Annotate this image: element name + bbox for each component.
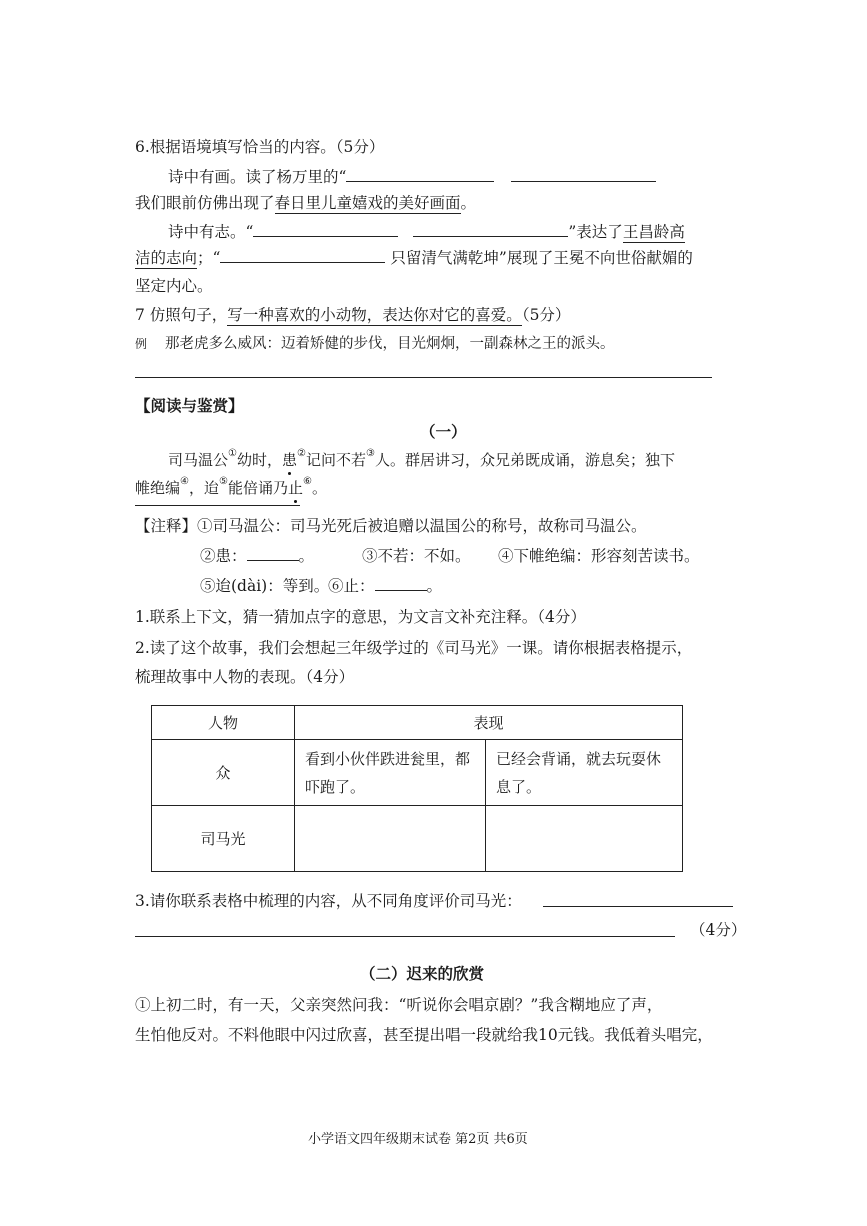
note-ref-4: ④: [180, 476, 189, 487]
q6-line2: [135, 193, 476, 213]
header-person: 人物: [152, 706, 295, 740]
blank-poem-2[interactable]: [511, 167, 656, 182]
q6-line4-sep: ；“: [197, 249, 221, 267]
blank-poem-3[interactable]: [253, 222, 398, 237]
notes-label: 【注释】: [135, 517, 198, 535]
dotted-word-huan: 患: [282, 451, 298, 469]
notes-line2: [200, 546, 314, 566]
performance-table: [151, 705, 683, 872]
question-1: 1.联系上下文，猜一猜加点字的意思，为文言文补充注释。（4分）: [135, 608, 586, 626]
q6-underlined-name: 王昌龄高: [622, 223, 685, 241]
q6-line4-text: 只留清气满乾坤”展现了王冕不向世俗献媚的: [390, 249, 693, 267]
cell-crowd-2: 已经会背诵，就去玩耍休息了。: [486, 740, 683, 806]
p1-text-g: 能倍诵乃: [227, 479, 288, 497]
notes-line3b: [328, 576, 442, 596]
q3-score: （4分）: [690, 921, 747, 939]
cell-simaguang-1[interactable]: [295, 806, 486, 872]
q7-answer-line[interactable]: [135, 377, 712, 378]
notes-line1: [135, 516, 647, 536]
passage1-heading: （一）: [420, 422, 467, 441]
header-performance: 表现: [295, 706, 683, 740]
note-2: ②患：: [200, 547, 247, 565]
dotted-word-zhi: 止: [287, 479, 303, 497]
q7-instruction: 写一种喜欢的小动物，表达你对它的喜爱。: [227, 306, 522, 324]
p1-text-b: 幼时，: [236, 451, 282, 469]
row-label-simaguang: 司马光: [152, 806, 295, 872]
q6-line4: [135, 248, 693, 268]
q7-example: [135, 334, 615, 354]
passage2-line2: 生怕他反对。不料他眼中闪过欣喜，甚至提出唱一段就给我10元钱。我低着头唱完，: [135, 1026, 713, 1044]
p1-text-c: 记问不若: [305, 451, 366, 469]
blank-poem-4[interactable]: [413, 222, 568, 237]
note-ref-5: ⑤: [219, 476, 228, 487]
table-row: [152, 806, 683, 872]
q6-underlined-phrase: 春日里儿童嬉戏的美好画面: [274, 194, 461, 212]
note-6: ⑥止：: [328, 577, 375, 595]
q6-title: 6.根据语境填写恰当的内容。（5分）: [135, 138, 385, 156]
blank-poem-5[interactable]: [220, 248, 385, 263]
q6-line2-end: 。: [460, 194, 477, 212]
q3-answer-line-1[interactable]: [543, 906, 733, 907]
notes-divider: [135, 505, 300, 506]
note-4: ④下帷绝编：形容刻苦读书。: [498, 547, 700, 565]
q6-line1: [168, 167, 656, 187]
question-3: 3.请你联系表格中梳理的内容，从不同角度评价司马光：: [135, 892, 522, 910]
q7-score: （5分）: [521, 306, 571, 324]
note-5: ⑤迨(dài)：等到。: [200, 577, 330, 595]
q3-answer-line-2[interactable]: [135, 936, 675, 937]
q7-prefix: 7 仿照句子，: [135, 306, 228, 324]
blank-note-2[interactable]: [247, 546, 299, 561]
q6-line3-mid: ”表达了: [568, 223, 623, 241]
q6-line2-text: 我们眼前仿佛出现了: [135, 194, 275, 212]
question-2-line1: 2.读了这个故事，我们会想起三年级学过的《司马光》一课。请你根据表格提示，: [135, 639, 693, 657]
p1-text-d: 人。群居讲习，众兄弟既成诵，游息矣；独下: [374, 451, 675, 469]
p1-text-h: 。: [311, 479, 327, 497]
note-ref-2: ②: [297, 448, 306, 459]
q6-underlined-will: 洁的志向: [135, 249, 198, 267]
q7-title: [135, 305, 570, 325]
cell-crowd-1: 看到小伙伴跌进瓮里，都吓跑了。: [295, 740, 486, 806]
question-2-line2: 梳理故事中人物的表现。（4分）: [135, 668, 355, 686]
passage1-line2: [135, 478, 327, 498]
q6-line3: [168, 222, 685, 242]
p1-text-f: ，迨: [188, 479, 219, 497]
q6-line5: 坚定内心。: [135, 277, 213, 295]
p1-text-a: 司马温公: [168, 451, 229, 469]
note-6-end: 。: [426, 577, 443, 595]
section-title: 【阅读与鉴赏】: [135, 396, 244, 415]
note-3: ③不若：不如。: [362, 547, 471, 565]
note-1: ①司马温公：司马光死后被追赠以温国公的称号，故称司马温公。: [197, 517, 647, 535]
passage1-line1: [168, 450, 675, 470]
note-ref-1: ①: [228, 448, 237, 459]
passage2-line1: ①上初二时，有一天，父亲突然问我：“听说你会唱京剧？”我含糊地应了声，: [135, 996, 663, 1014]
q7-example-text: 那老虎多么威风：迈着矫健的步伐，目光炯炯，一副森林之王的派头。: [165, 336, 615, 352]
row-label-crowd: 众: [152, 740, 295, 806]
page-footer: 小学语文四年级期末试卷 第2页 共6页: [308, 1132, 528, 1147]
passage2-heading: （二）迟来的欣赏: [360, 964, 485, 983]
cell-simaguang-2[interactable]: [486, 806, 683, 872]
note-2-end: 。: [298, 547, 315, 565]
blank-note-6[interactable]: [375, 576, 427, 591]
note-ref-6: ⑥: [303, 476, 312, 487]
blank-poem-1[interactable]: [346, 167, 494, 182]
q6-line1-text: 诗中有画。读了杨万里的“: [168, 168, 347, 186]
note-ref-3: ③: [366, 448, 375, 459]
q6-line3-text: 诗中有志。“: [168, 223, 254, 241]
p1-text-e: 帷绝编: [135, 479, 181, 497]
table-row: [152, 740, 683, 806]
table-header-row: [152, 706, 683, 740]
q7-example-tag: 例: [135, 337, 148, 351]
